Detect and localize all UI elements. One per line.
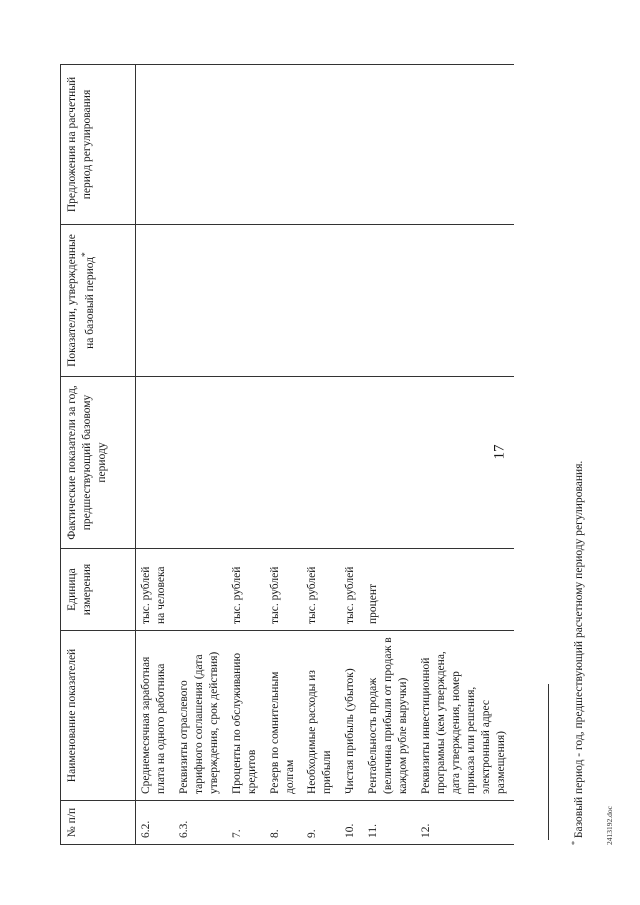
approved-value — [363, 225, 416, 377]
row-number: 9. — [302, 801, 340, 845]
proposal-value — [174, 65, 227, 225]
unit-of-measure: тыс. рублей на человека — [136, 549, 174, 631]
proposal-value — [136, 65, 174, 225]
indicator-name: Реквизиты отраслевого тарифного соглашения (дата утверждения, срок действия) — [174, 631, 227, 801]
header-approved-base: Показатели, утвержденные на базовый период* — [61, 225, 136, 377]
unit-of-measure: процент — [363, 549, 416, 631]
approved-value — [136, 225, 174, 377]
table-row — [416, 65, 514, 845]
approved-value — [340, 225, 363, 377]
proposal-value — [227, 65, 265, 225]
unit-of-measure: тыс. рублей — [340, 549, 363, 631]
proposal-value — [416, 65, 514, 225]
row-number: 12. — [416, 801, 514, 845]
proposal-value — [363, 65, 416, 225]
proposal-value — [302, 65, 340, 225]
unit-of-measure: тыс. рублей — [265, 549, 303, 631]
row-number: 10. — [340, 801, 363, 845]
document-id: 2413192.doc — [605, 806, 614, 845]
footnote-mark: * — [570, 841, 579, 845]
actual-value — [265, 377, 303, 549]
row-number: 8. — [265, 801, 303, 845]
approved-value — [302, 225, 340, 377]
approved-value — [265, 225, 303, 377]
unit-of-measure: тыс. рублей — [302, 549, 340, 631]
indicator-name: Реквизиты инвестиционной программы (кем утверждена, дата утверждения, номер приказа или решения, электронный адрес размещения) — [416, 631, 514, 801]
header-proposals: Предложения на расчетный период регулирования — [61, 65, 136, 225]
table-row — [265, 65, 303, 845]
table-row — [227, 65, 265, 845]
unit-of-measure — [416, 549, 514, 631]
row-number: 6.3. — [174, 801, 227, 845]
table-row — [340, 65, 363, 845]
table-row — [136, 65, 174, 845]
indicator-name: Рентабельность продаж (величина прибыли от продаж в каждом рубле выручки) — [363, 631, 416, 801]
actual-value — [416, 377, 514, 549]
unit-of-measure — [174, 549, 227, 631]
indicator-name: Среднемесячная заработная плата на одного работника — [136, 631, 174, 801]
actual-value — [363, 377, 416, 549]
footnote-separator — [548, 684, 549, 840]
header-name: Наименование показателей — [61, 631, 136, 801]
row-number: 11. — [363, 801, 416, 845]
table-row — [363, 65, 416, 845]
row-number: 7. — [227, 801, 265, 845]
footnote-mark: * — [79, 252, 91, 257]
proposal-value — [340, 65, 363, 225]
actual-value — [340, 377, 363, 549]
approved-value — [174, 225, 227, 377]
rotated-table-container — [60, 65, 550, 845]
indicator-name: Проценты по обслуживанию кредитов — [227, 631, 265, 801]
table-header-row — [61, 65, 136, 845]
header-unit: Единица измерения — [61, 549, 136, 631]
table-row — [302, 65, 340, 845]
actual-value — [302, 377, 340, 549]
table-row — [174, 65, 227, 845]
approved-value — [227, 225, 265, 377]
row-number: 6.2. — [136, 801, 174, 845]
footnote: * Базовый период - год, предшествующий расчетному периоду регулирования. — [570, 460, 585, 845]
indicators-table — [60, 64, 514, 845]
header-actual-prev-year: Фактические показатели за год, предшествующий базовому периоду — [61, 377, 136, 549]
proposal-value — [265, 65, 303, 225]
header-num: № п/п — [61, 801, 136, 845]
actual-value — [174, 377, 227, 549]
actual-value — [136, 377, 174, 549]
indicator-name: Необходимые расходы из прибыли — [302, 631, 340, 801]
approved-value — [416, 225, 514, 377]
page-number: 17 — [491, 444, 508, 460]
indicator-name: Резерв по сомнительным долгам — [265, 631, 303, 801]
unit-of-measure: тыс. рублей — [227, 549, 265, 631]
actual-value — [227, 377, 265, 549]
indicator-name: Чистая прибыль (убыток) — [340, 631, 363, 801]
